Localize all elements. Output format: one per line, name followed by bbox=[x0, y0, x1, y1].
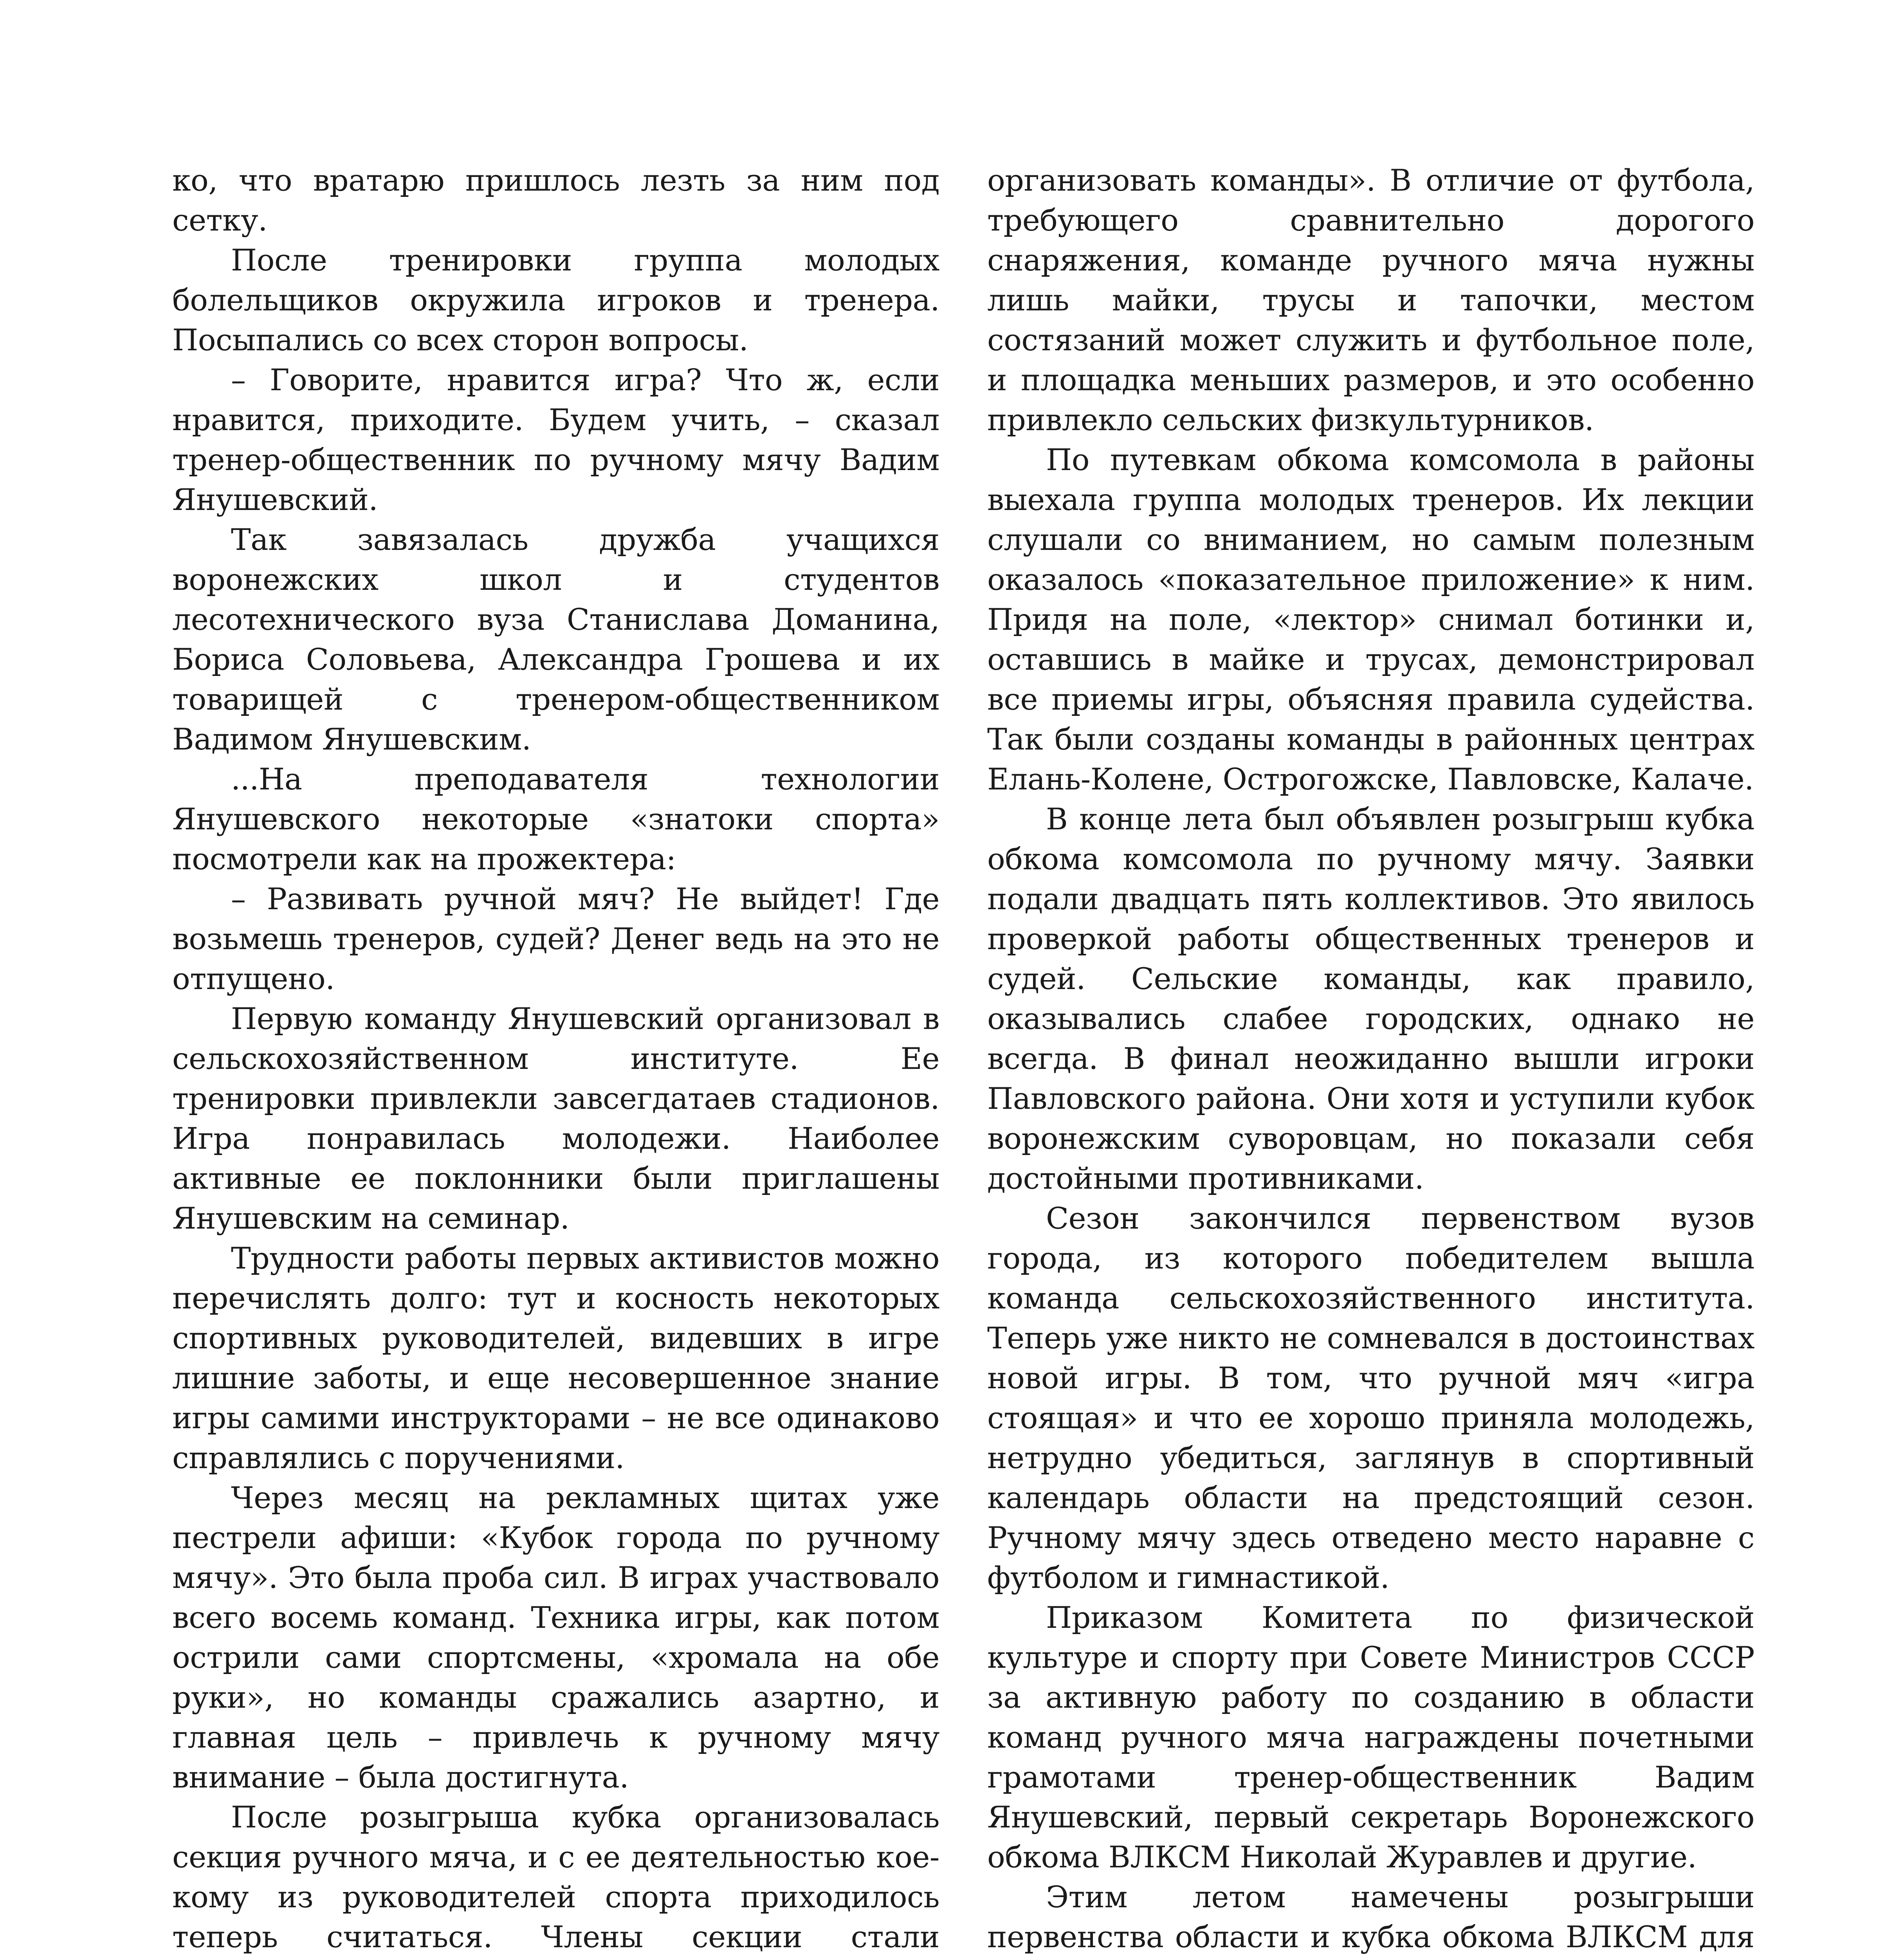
paragraph: организовать команды». В отличие от футбола, требующего сравнительно дорогого снаряжения, команде ручного мяча нужны лишь майки, трусы и тапочки, местом состязаний может служить и футбольное поле, и площадка меньших размеров, и это особенно привлекло сельских физкультурников. bbox=[987, 163, 1754, 437]
paragraph: Так завязалась дружба учащихся воронежских школ и студентов лесотехнического вуза Станислава Доманина, Бориса Соловьева, Александра Грошева и их товарищей с тренером-общественником Вадимом Янушевским. bbox=[172, 522, 939, 757]
paragraph: ко, что вратарю пришлось лезть за ним под сетку. bbox=[172, 163, 939, 238]
paragraph: Через месяц на рекламных щитах уже пестрели афиши: «Кубок города по ручному мячу». Это была проба сил. В играх участвовало всего восемь команд. Техника игры, как потом острили сами спортсмены, «хромала на обе руки», но команды сражались азартно, и главная цель – привлечь к ручному мячу внимание – была достигнута. bbox=[172, 1480, 939, 1795]
paragraph: Трудности работы первых активистов можно перечислять долго: тут и косность некоторых спортивных руководителей, видевших в игре лишние заботы, и еще несовершенное знание игры самими инструкторами – не все одинаково справлялись с поручениями. bbox=[172, 1241, 939, 1475]
paragraph: В конце лета был объявлен розыгрыш кубка обкома комсомола по ручному мячу. Заявки подали двадцать пять коллективов. Это явилось проверкой работы общественных тренеров и судей. Сельские команды, как правило, оказывались слабее городских, однако не всегда. В финал неожиданно вышли игроки Павловского района. Они хотя и уступили кубок воронежским суворовцам, но показали себя достойными противниками. bbox=[987, 802, 1754, 1196]
paragraph: После тренировки группа молодых болельщиков окружила игроков и тренера. Посыпались со всех сторон вопросы. bbox=[172, 243, 939, 357]
paragraph: Этим летом намечены розыгрыши первенства области и кубка обкома ВЛКСМ для bbox=[987, 1880, 1754, 1954]
article-column-right bbox=[987, 160, 1754, 1957]
paragraph: – Развивать ручной мяч? Не выйдет! Где возьмешь тренеров, судей? Денег ведь на это не отпущено. bbox=[172, 881, 939, 996]
paragraph: ...На преподавателя технологии Янушевского некоторые «знатоки спорта» посмотрели как на прожектера: bbox=[172, 762, 939, 876]
paragraph: – Говорите, нравится игра? Что ж, если нравится, приходите. Будем учить, – сказал тренер-общественник по ручному мячу Вадим Янушевский. bbox=[172, 362, 939, 517]
paragraph: Приказом Комитета по физической культуре и спорту при Совете Министров СССР за активную работу по созданию в области команд ручного мяча награждены почетными грамотами тренер-общественник Вадим Янушевский, первый секретарь Воронежского обкома ВЛКСМ Николай Журавлев и другие. bbox=[987, 1600, 1754, 1874]
paragraph: Сезон закончился первенством вузов города, из которого победителем вышла команда сельскохозяйственного института. Теперь уже никто не сомневался в достоинствах новой игры. В том, что ручной мяч «игра стоящая» и что ее хорошо приняла молодежь, нетрудно убедиться, заглянув в спортивный календарь области на предстоящий сезон. Ручному мячу здесь отведено место наравне с футболом и гимнастикой. bbox=[987, 1201, 1754, 1595]
paragraph: После розыгрыша кубка организовалась секция ручного мяча, и с ее деятельностью кое-кому из руководителей спорта приходилось теперь считаться. Члены секции стали bbox=[172, 1800, 939, 1954]
paragraph: По путевкам обкома комсомола в районы выехала группа молодых тренеров. Их лекции слушали со вниманием, но самым полезным оказалось «показательное приложение» к ним. Придя на поле, «лектор» снимал ботинки и, оставшись в майке и трусах, демонстрировал все приемы игры, объясняя правила судейства. Так были созданы команды в районных центрах Елань-Колене, Острогожске, Павловске, Калаче. bbox=[987, 442, 1754, 796]
article-column-left bbox=[172, 160, 939, 1957]
paragraph: Первую команду Янушевский организовал в сельскохозяйственном институте. Ее тренировки привлекли завсегдатаев стадионов. Игра понравилась молодежи. Наиболее активные ее поклонники были приглашены Янушевским на семинар. bbox=[172, 1001, 939, 1236]
